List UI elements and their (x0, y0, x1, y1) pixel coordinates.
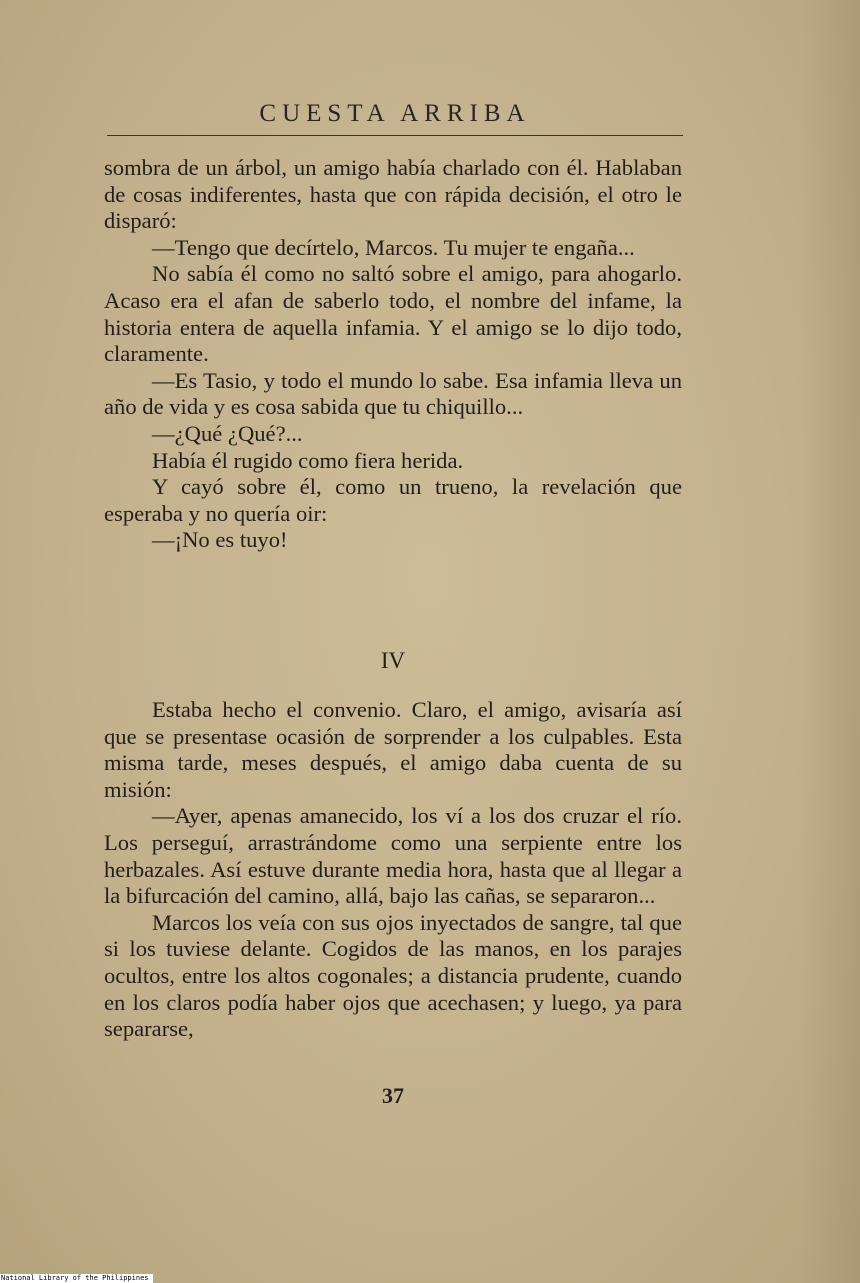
paragraph: —¿Qué ¿Qué?... (152, 420, 303, 446)
text-block-before-section (104, 155, 682, 554)
paragraph: Marcos los veía con sus ojos inyectados de sangre, tal que si los tuviese delante. Cogidos de las manos, en los parajes ocultos, entre los altos cogonales; a distancia prudente, cuando en los claros podía haber ojos que acechasen; y luego, ya para separarse, (104, 909, 682, 1042)
paragraph: —Ayer, apenas amanecido, los ví a los dos cruzar el río. Los perseguí, arrastrándome como una serpiente entre los herbazales. Así estuve durante media hora, hasta que al llegar a la bifurcación del camino, allá, bajo las cañas, se separaron... (104, 803, 682, 909)
paragraph: Había él rugido como fiera herida. (152, 447, 464, 473)
paragraph: —Tengo que decírtelo, Marcos. Tu mujer te engaña... (152, 234, 635, 260)
text-block-after-section (104, 697, 682, 1043)
section-heading: IV (380, 648, 406, 673)
paragraph: Estaba hecho el convenio. Claro, el amigo, avisaría así que se presentase ocasión de sorprender a los culpables. Esta misma tarde, meses después, el amigo daba cuenta de su misión: (104, 697, 682, 802)
paragraph: sombra de un árbol, un amigo había charlado con él. Hablaban de cosas indiferentes, hasta que con rápida decisión, el otro le disparó: (104, 155, 682, 234)
library-watermark: National Library of the Philippines (0, 1274, 153, 1283)
paragraph: No sabía él como no saltó sobre el amigo, para ahogarlo. Acaso era el afan de saberlo todo, el nombre del infame, la historia entera de aquella infamia. Y el amigo se lo dijo todo, claramente. (104, 261, 682, 367)
header-rule (107, 135, 683, 136)
running-title: CUESTA ARRIBA (259, 100, 531, 127)
paragraph: —Es Tasio, y todo el mundo lo sabe. Esa infamia lleva un año de vida y es cosa sabida que tu chiquillo... (104, 367, 682, 420)
paragraph: —¡No es tuyo! (152, 527, 288, 553)
page-number: 37 (382, 1083, 404, 1108)
paragraph: Y cayó sobre él, como un trueno, la revelación que esperaba y no quería oir: (104, 474, 682, 526)
